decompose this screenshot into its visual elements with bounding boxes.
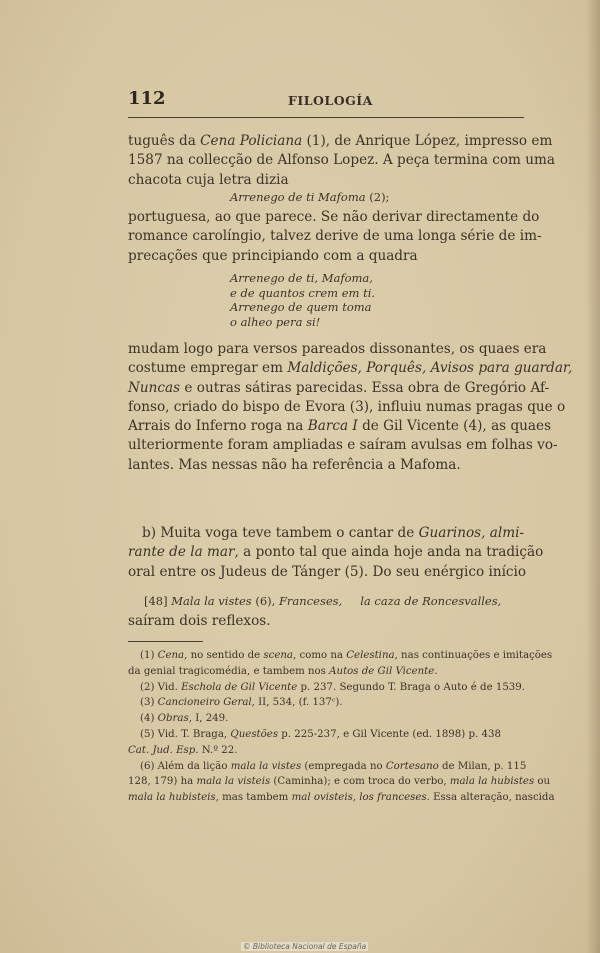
text-line: romance carolíngio, talvez derive de uma longa série de im- (128, 228, 542, 245)
text-line: costume empregar em Maldições, Porquês, Avisos para guardar, (128, 360, 573, 377)
page-number: 112 (128, 88, 166, 109)
text-line: saíram dois reflexos. (128, 613, 271, 629)
quote-2: [48] Mala la vistes (6), Franceses, la caza de Roncesvalles, (144, 594, 502, 608)
verse-line: o alheo pera si! (230, 314, 321, 329)
text-line: ulteriormente foram ampliadas e saíram avulsas em folhas vo- (128, 437, 558, 454)
work-title: Cena Policiana (200, 133, 303, 149)
footnote-rule (128, 641, 203, 642)
paragraph-4 (128, 524, 544, 582)
text-line: lantes. Mas nessas não ha referência a Mafoma. (128, 456, 461, 473)
paragraph-3 (128, 340, 573, 475)
text-line: mudam logo para versos pareados dissonantes, os quaes era (128, 341, 547, 357)
text-line: tuguês da Cena Policiana (1), de Anrique López, impresso em (128, 133, 553, 149)
text-line: Arrais do Inferno roga na Barca I de Gil Vicente (4), as quaes (128, 418, 552, 435)
quote-1: Arrenego de ti Mafoma (2); (230, 190, 390, 204)
text-line: 1587 na collecção de Alfonso Lopez. A peça termina com uma (128, 152, 556, 169)
paragraph-2 (128, 208, 542, 266)
text-line: Nuncas e outras sátiras parecidas. Essa obra de Gregório Af- (128, 379, 550, 396)
footnotes (128, 648, 555, 806)
footnote-6-cont: 128, 179) ha mala la visteis (Caminha); e com troca do verbo, mala la hubistes ou (128, 776, 551, 788)
page-edge-shadow (586, 0, 600, 953)
paragraph-5 (128, 612, 524, 631)
text-line: rante de la mar, a ponto tal que ainda hoje anda na tradição (128, 544, 544, 561)
text-line: precações que principiando com a quadra (128, 247, 418, 264)
footnote-5-cont: Cat. Jud. Esp. N.º 22. (128, 744, 238, 756)
footnote-4: (4) Obras, I, 249. (140, 713, 229, 725)
page-header (128, 88, 524, 114)
text-line: portuguesa, ao que parece. Se não derivar directamente do (128, 209, 540, 225)
text-line: b) Muita voga teve tambem o cantar de Guarinos, almi- (142, 525, 525, 541)
footnote-5: (5) Vid. T. Braga, Questões p. 225-237, e Gil Vicente (ed. 1898) p. 438 (140, 728, 501, 740)
footnote-6: (6) Além da lição mala la vistes (empregada no Cortesano de Milan, p. 115 (140, 760, 527, 772)
header-rule (128, 117, 524, 118)
running-head: FILOLOGÍA (288, 93, 373, 108)
text-line: oral entre os Judeus de Tánger (5). Do seu enérgico início (128, 563, 527, 580)
verse-line: e de quantos crem em ti. (230, 285, 376, 300)
verse-line: Arrenego de quem toma (230, 300, 372, 314)
footnote-2: (2) Vid. Eschola de Gil Vicente p. 237. Segundo T. Braga o Auto é de 1539. (140, 681, 525, 693)
paragraph-1 (128, 132, 556, 190)
footnote-1-cont: da genial tragicomédia, e tambem nos Autos de Gil Vicente. (128, 665, 438, 677)
text-line: chacota cuja letra dizia (128, 171, 289, 188)
verse-quatrain (230, 271, 375, 329)
footnote-3: (3) Cancioneiro Geral, II, 534, (f. 137ᶜ). (140, 697, 343, 709)
text-line: fonso, criado do bispo de Evora (3), influiu numas pragas que o (128, 398, 566, 415)
verse-line: Arrenego de ti, Mafoma, (230, 271, 373, 285)
watermark: © Biblioteca Nacional de España (243, 942, 367, 951)
verse-number: [48] (144, 594, 168, 608)
footnote-1: (1) Cena, no sentido de scena, como na Celestina, nas continuações e imitações (140, 650, 553, 661)
footnote-6-cont: mala la hubisteis, mas tambem mal ovisteis, los franceses. Essa alteração, nascida (128, 792, 555, 804)
